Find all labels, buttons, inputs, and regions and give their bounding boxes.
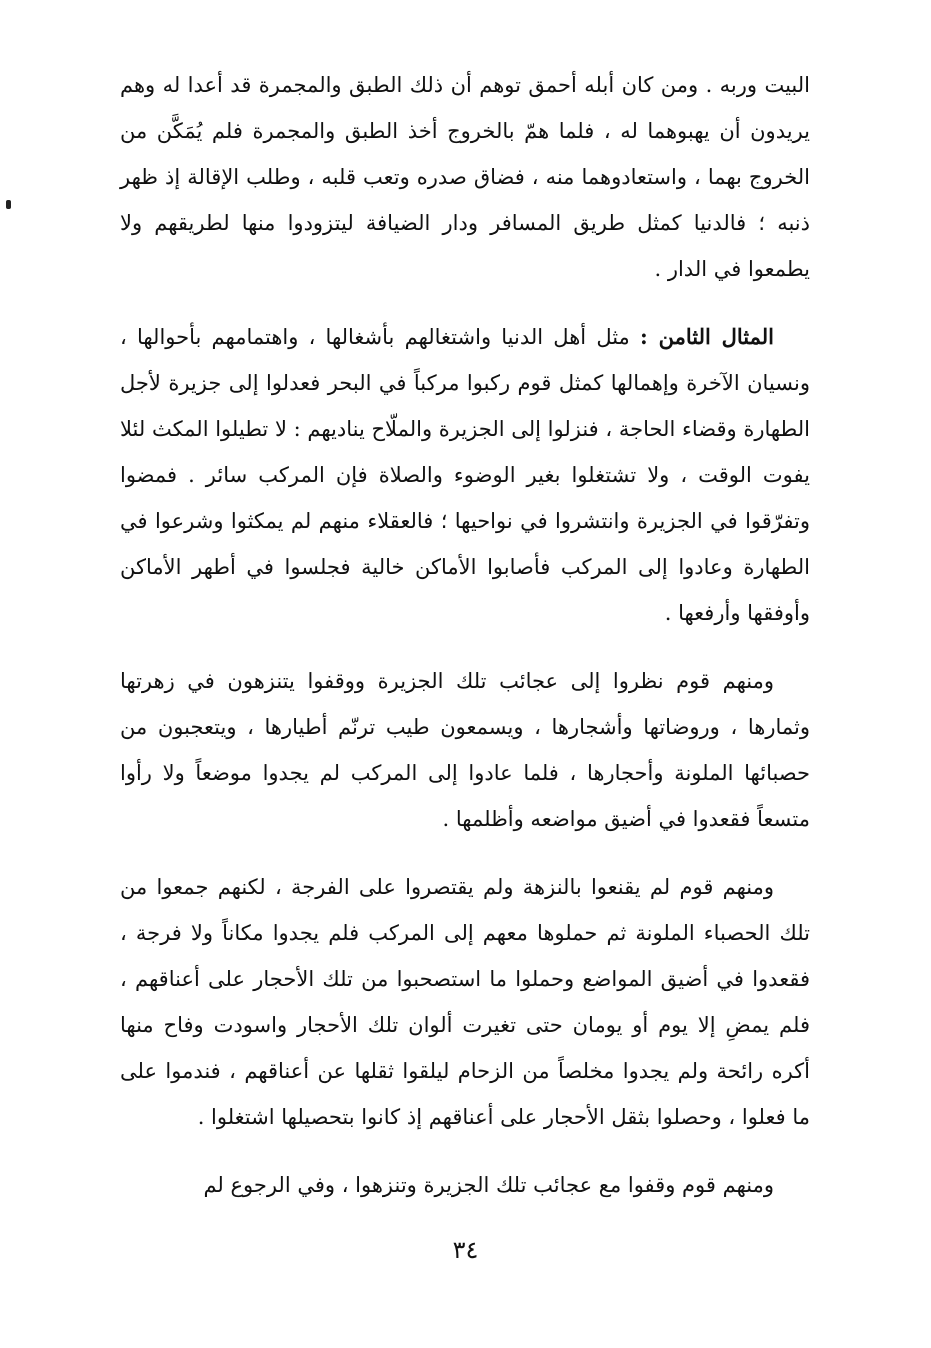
page-number: ٣٤ — [452, 1236, 479, 1264]
paragraph-2 — [120, 314, 810, 636]
page-body — [120, 62, 810, 1230]
paragraph-5-text: ومنهم قوم وقفوا مع عجائب تلك الجزيرة وتنزهوا ، وفي الرجوع لم — [203, 1173, 774, 1197]
paragraph-4-text: ومنهم قوم لم يقنعوا بالنزهة ولم يقتصروا على الفرجة ، لكنهم جمعوا من تلك الحصباء الملونة ثم حملوها معهم إلى المركب فلم يجدوا مكاناً ولا فرجة ، فقعدوا في أضيق المواضع وحملوا ما استصحبوا من تلك الأحجار على أعناقهم ، فلم يمضِ إلا يوم أو يومان حتى تغيرت ألوان تلك الأحجار واسودت وفاح منها أكره رائحة ولم يجدوا مخلصاً من الزحام ليلقوا ثقلها عن أعناقهم ، فندموا على ما فعلوا ، وحصلوا بثقل الأحجار على أعناقهم إذ كانوا بتحصيلها اشتغلوا . — [120, 875, 810, 1129]
paragraph-5 — [120, 1162, 810, 1208]
paragraph-2-text: مثل أهل الدنيا واشتغالهم بأشغالها ، واهتمامهم بأحوالها ، ونسيان الآخرة وإهمالها كمثل قوم ركبوا مركباً في البحر فعدلوا إلى جزيرة لأجل الطهارة وقضاء الحاجة ، فنزلوا إلى الجزيرة والملّاح يناديهم : لا تطيلوا المكث لئلا يفوت الوقت ، ولا تشتغلوا بغير الوضوء والصلاة فإن المركب سائر . فمضوا وتفرّقوا في الجزيرة وانتشروا في نواحيها ؛ فالعقلاء منهم لم يمكثوا وشرعوا في الطهارة وعادوا إلى المركب فأصابوا الأماكن خالية فجلسوا في أطهر الأماكن وأوفقها وأرفعها . — [120, 325, 810, 625]
paragraph-4 — [120, 864, 810, 1140]
paragraph-1-text: البيت وربه . ومن كان أبله أحمق توهم أن ذلك الطبق والمجمرة قد أعدا له وهم يريدون أن يهبوهما له ، فلما همّ بالخروج أخذ الطبق والمجمرة فلم يُمَكَّن من الخروج بهما ، واستعادوهما منه ، فضاق صدره وتعب قلبه ، وطلب الإقالة إذ ظهر ذنبه ؛ فالدنيا كمثل طريق المسافر ودار الضيافة ليتزودوا منها لطريقهم ولا يطمعوا في الدار . — [120, 73, 810, 281]
paragraph-3 — [120, 658, 810, 842]
paragraph-1 — [120, 62, 810, 292]
margin-mark — [6, 200, 11, 209]
paragraph-2-heading: المثال الثامن : — [640, 324, 774, 349]
paragraph-3-text: ومنهم قوم نظروا إلى عجائب تلك الجزيرة ووقفوا يتنزهون في زهرتها وثمارها ، وروضاتها وأشجارها ، ويسمعون طيب ترنّم أطيارها ، ويتعجبون من حصبائها الملونة وأحجارها ، فلما عادوا إلى المركب لم يجدوا موضعاً ولا رأوا متسعاً فقعدوا في أضيق مواضعه وأظلمها . — [120, 669, 810, 831]
